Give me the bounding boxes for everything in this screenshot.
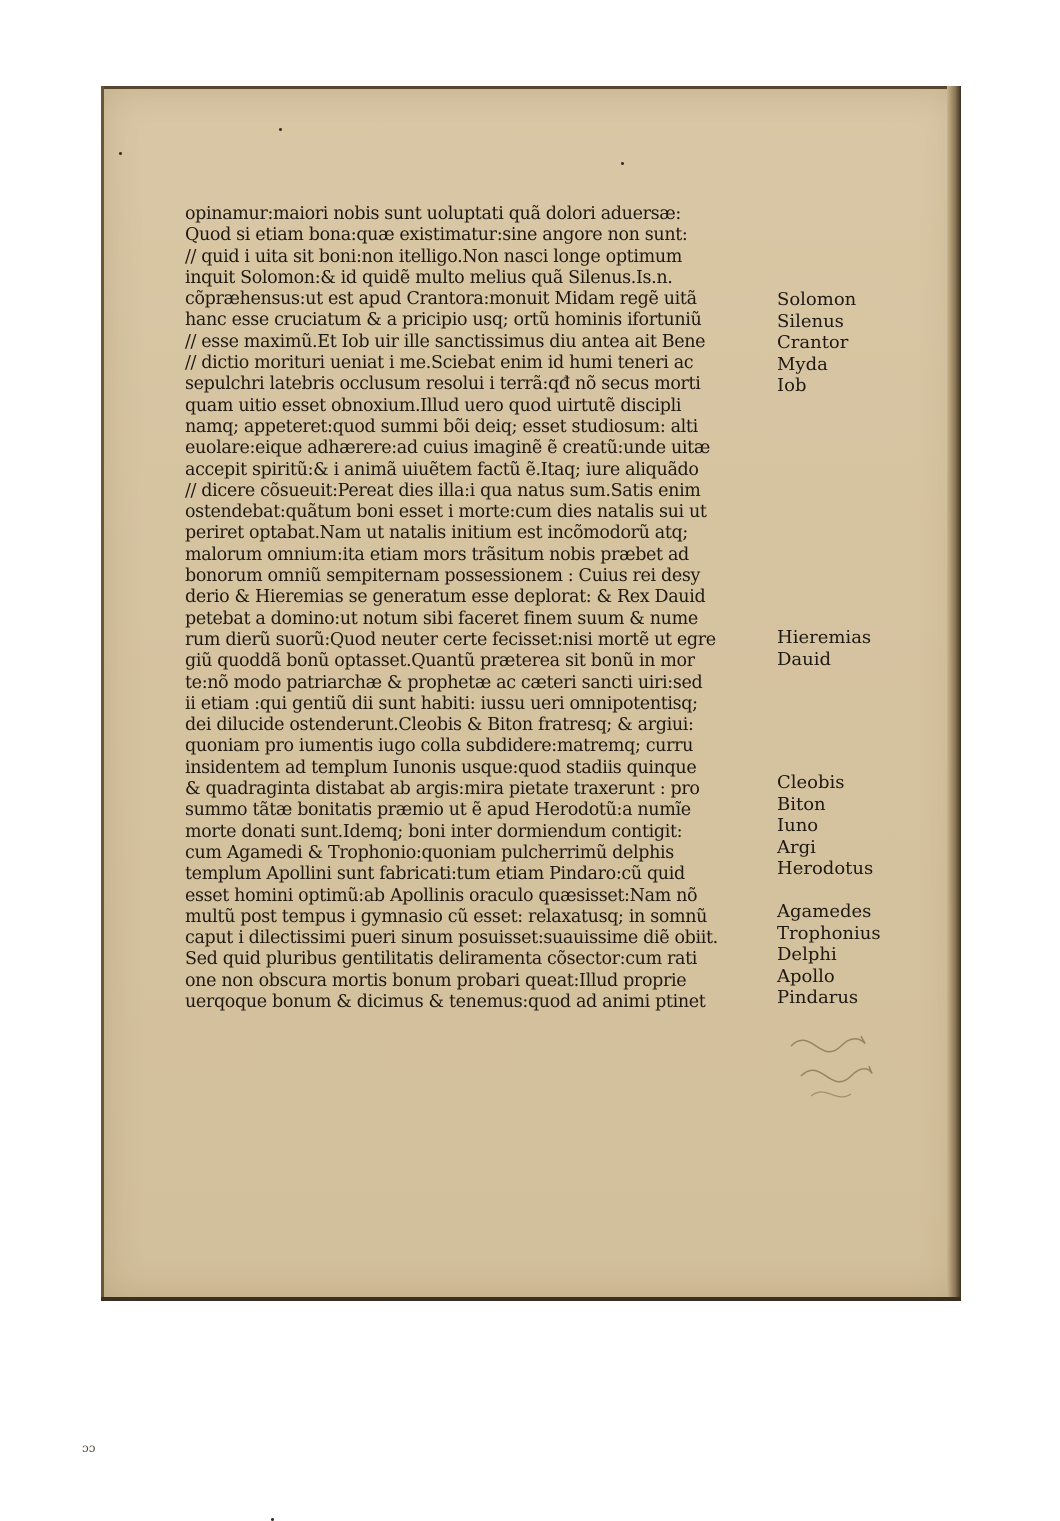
- body-text: [185, 204, 785, 1013]
- text-line: euolare:eique adhærere:ad cuius imaginẽ ẽ creatũ:unde uitæ: [185, 438, 710, 459]
- folio-mark: ɔɔ: [82, 1441, 96, 1455]
- margin-note: Argi: [777, 836, 816, 858]
- text-line: quoniam pro iumentis iugo colla subdidere:matremq; curru: [185, 736, 694, 757]
- ink-spot: [119, 152, 122, 155]
- margin-note: Crantor: [777, 332, 849, 354]
- text-line: te:nõ modo patriarchæ & prophetæ ac cæteri sancti uiri:sed: [185, 672, 703, 693]
- page-edge-right: [947, 86, 961, 1301]
- text-line: ostendebat:quãtum boni esset i morte:cum dies natalis sui ut: [185, 502, 707, 523]
- ink-spot: [279, 128, 282, 131]
- margin-note: Myda: [777, 353, 828, 375]
- text-line: malorum omnium:ita etiam mors trãsitum nobis præbet ad: [185, 544, 689, 565]
- margin-note: Dauid: [777, 648, 832, 670]
- text-line: // esse maximũ.Et Iob uir ille sanctissimus diu antea ait Bene: [185, 331, 706, 352]
- text-line: morte donati sunt.Idemq; boni inter dormiendum contigit:: [185, 821, 683, 842]
- text-line: esset homini optimũ:ab Apollinis oraculo quæsisset:Nam nõ: [185, 885, 698, 906]
- text-line: hanc esse cruciatum & a pricipio usq; ortũ hominis ifortuniũ: [185, 310, 702, 331]
- text-line: giũ quoddã bonũ optasset.Quantũ præterea sit bonũ in mor: [185, 651, 695, 672]
- margin-note: Delphi: [777, 944, 837, 966]
- margin-note: Iuno: [777, 815, 819, 837]
- margin-note: Cleobis: [777, 772, 845, 793]
- text-line: cum Agamedi & Trophonio:quoniam pulcherrimũ delphis: [185, 842, 674, 863]
- text-line: caput i dilectissimi pueri sinum posuisset:suauissime diẽ obiit.: [185, 928, 718, 949]
- text-line: Quod si etiam bona:quæ existimatur:sine angore non sunt:: [185, 225, 688, 246]
- page-edge-bottom: [101, 1297, 961, 1301]
- margin-note: Agamedes: [777, 901, 872, 922]
- text-line: templum Apollini sunt fabricati:tum etiam Pindaro:cũ quid: [185, 864, 685, 885]
- text-line: one non obscura mortis bonum probari queat:Illud proprie: [185, 970, 687, 991]
- text-line: summo tãtæ bonitatis præmio ut ẽ apud Herodotũ:a numĩe: [185, 800, 691, 821]
- text-line: dei dilucide ostenderunt.Cleobis & Biton fratresq; & argiui:: [185, 715, 694, 736]
- ink-flourish-icon: [781, 1026, 881, 1106]
- text-line: uerqoque bonum & dicimus & tenemus:quod ad animi ptinet: [185, 991, 706, 1012]
- margin-note: Pindarus: [777, 987, 859, 1009]
- text-line: & quadraginta distabat ab argis:mira pietate traxerunt : pro: [185, 779, 700, 800]
- margin-note: Apollo: [777, 965, 835, 987]
- margin-note: Biton: [777, 793, 826, 815]
- margin-note: Trophonius: [777, 922, 881, 944]
- text-line: cõpræhensus:ut est apud Crantora:monuit Midam regẽ uitã: [185, 289, 697, 310]
- text-line: sepulchri latebris occlusum resolui i terrã:qđ nõ secus morti: [185, 374, 701, 395]
- text-line: accepit spiritũ:& i animã uiuẽtem factũ ẽ.Itaq; iure aliquãdo: [185, 459, 699, 480]
- text-line: inquit Solomon:& id quidẽ multo melius quã Silenus.Is.n.: [185, 267, 673, 288]
- text-line: multũ post tempus i gymnasio cũ esset: relaxatusq; in somnũ: [185, 906, 708, 927]
- text-line: namq; appeteret:quod summi bõi deiq; esset studiosum: alti: [185, 416, 698, 437]
- text-line: quam uitio esset obnoxium.Illud uero quod uirtutẽ discipli: [185, 395, 682, 416]
- text-line: derio & Hieremias se generatum esse deplorat: & Rex Dauid: [185, 587, 706, 608]
- book-page: [101, 86, 961, 1301]
- page-edge-top: [101, 86, 961, 89]
- text-line: // dicere cõsueuit:Pereat dies illa:i qua natus sum.Satis enim: [185, 480, 701, 501]
- margin-note: Silenus: [777, 310, 844, 332]
- margin-notes-group-a: [777, 289, 856, 397]
- text-line: insidentem ad templum Iunonis usque:quod stadiis quinque: [185, 757, 697, 778]
- page-edge-left: [101, 86, 104, 1301]
- margin-note: Solomon: [777, 289, 857, 310]
- margin-note: Herodotus: [777, 858, 874, 880]
- text-line: opinamur:maiori nobis sunt uoluptati quã dolori aduersæ:: [185, 204, 681, 224]
- text-line: Sed quid pluribus gentilitatis deliramenta cõsector:cum rati: [185, 949, 698, 970]
- margin-note: Iob: [777, 375, 807, 397]
- text-line: periret optabat.Nam ut natalis initium est incõmodorũ atq;: [185, 523, 688, 544]
- text-line: petebat a domino:ut notum sibi faceret finem suum & nume: [185, 608, 698, 629]
- text-line: // dictio morituri ueniat i me.Sciebat enim id humi teneri ac: [185, 353, 694, 374]
- margin-notes-group-b: [777, 627, 871, 670]
- text-line: // quid i uita sit boni:non itelligo.Non nasci longe optimum: [185, 246, 683, 267]
- text-line: bonorum omniũ sempiternam possessionem : Cuius rei desy: [185, 566, 701, 587]
- margin-note: Hieremias: [777, 627, 872, 648]
- text-line: rum dierũ suorũ:Quod neuter certe fecisset:nisi mortẽ ut egre: [185, 629, 716, 650]
- text-line: ii etiam :qui gentiũ dii sunt habiti: iussu ueri omnipotentisq;: [185, 693, 698, 714]
- margin-notes-group-d: [777, 901, 881, 1009]
- margin-notes-group-c: [777, 772, 873, 880]
- ink-spot: [621, 162, 624, 165]
